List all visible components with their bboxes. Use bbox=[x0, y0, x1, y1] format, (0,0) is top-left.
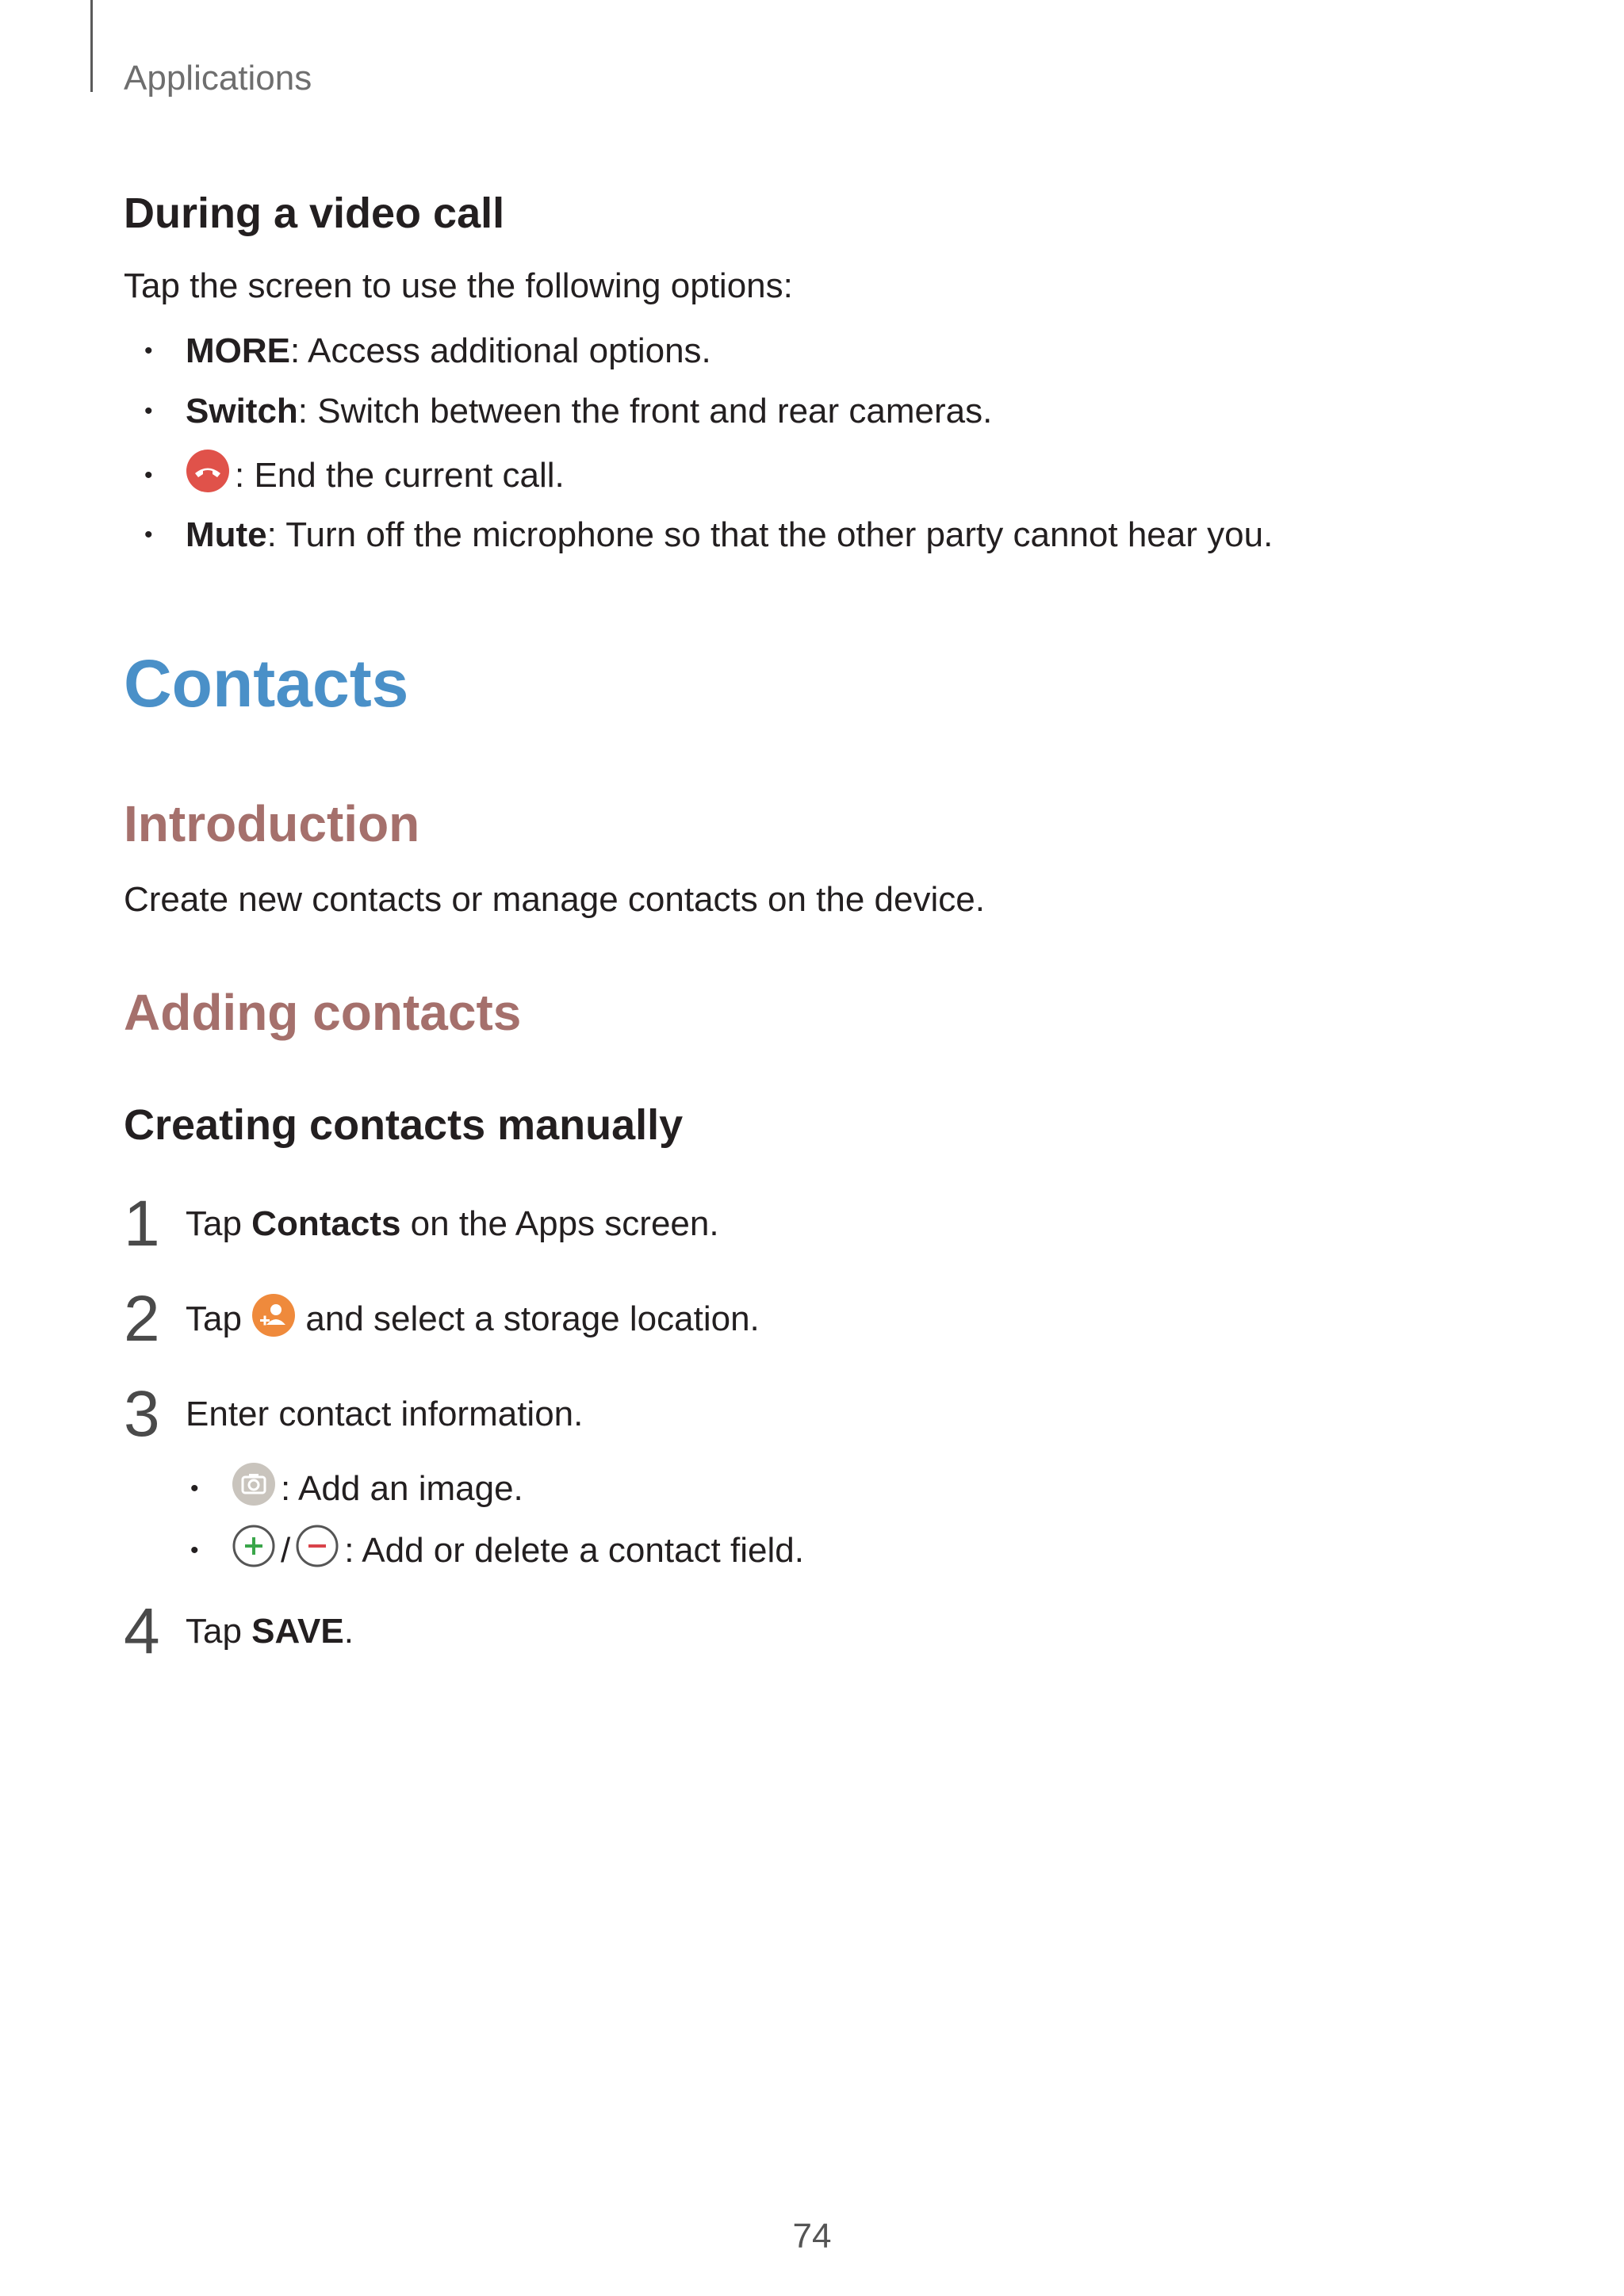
step-number: 3 bbox=[124, 1378, 160, 1450]
step-number: 1 bbox=[124, 1188, 160, 1260]
bullet-dot: • bbox=[144, 338, 153, 364]
sub-bullet-add-image-text: : Add an image. bbox=[281, 1468, 523, 1508]
step-3 bbox=[124, 1378, 584, 1450]
step-number: 2 bbox=[124, 1283, 160, 1355]
step-text-bold: SAVE bbox=[251, 1612, 344, 1651]
bullet-more-text: : Access additional options. bbox=[290, 331, 711, 370]
step-text-post: and select a storage location. bbox=[296, 1299, 760, 1338]
camera-icon bbox=[232, 1462, 276, 1515]
add-contact-icon bbox=[251, 1293, 296, 1346]
step-text bbox=[186, 1293, 760, 1346]
adding-contacts-heading: Adding contacts bbox=[124, 984, 522, 1041]
creating-manually-heading: Creating contacts manually bbox=[124, 1101, 684, 1149]
delete-field-icon bbox=[295, 1524, 339, 1577]
introduction-heading: Introduction bbox=[124, 795, 420, 852]
step-text-post: . bbox=[343, 1612, 354, 1651]
bullet-dot: • bbox=[190, 1536, 199, 1563]
bullet-mute-label: Mute bbox=[186, 515, 267, 554]
step-text-pre: Tap bbox=[186, 1204, 252, 1243]
video-call-intro: Tap the screen to use the following options: bbox=[124, 266, 793, 305]
step-text-bold: Contacts bbox=[251, 1204, 401, 1243]
bullet-dot: • bbox=[190, 1475, 199, 1502]
step-text bbox=[186, 1204, 719, 1244]
video-call-heading: During a video call bbox=[124, 189, 505, 237]
bullet-end-call bbox=[144, 449, 565, 502]
sub-bullet-add-image bbox=[190, 1462, 523, 1515]
step-text-pre: Tap bbox=[186, 1299, 252, 1338]
page-number: 74 bbox=[792, 2217, 832, 2256]
chapter-title: Contacts bbox=[124, 646, 409, 721]
running-head: Applications bbox=[124, 59, 312, 98]
sub-bullet-add-delete-field bbox=[190, 1524, 804, 1577]
bullet-mute bbox=[144, 515, 1273, 555]
introduction-text: Create new contacts or manage contacts on the device. bbox=[124, 880, 985, 919]
header-rule bbox=[90, 0, 93, 92]
step-number: 4 bbox=[124, 1595, 160, 1667]
sub-bullet-add-delete-text: : Add or delete a contact field. bbox=[344, 1530, 804, 1570]
step-text-post: on the Apps screen. bbox=[400, 1204, 719, 1243]
bullet-switch-text: : Switch between the front and rear cameras. bbox=[297, 392, 993, 430]
bullet-switch-label: Switch bbox=[186, 392, 298, 430]
step-text bbox=[186, 1612, 354, 1651]
bullet-mute-text: : Turn off the microphone so that the other party cannot hear you. bbox=[266, 515, 1274, 554]
bullet-more-label: MORE bbox=[186, 331, 290, 370]
bullet-end-call-text: : End the current call. bbox=[235, 455, 565, 495]
step-1 bbox=[124, 1188, 719, 1260]
icon-separator: / bbox=[281, 1530, 291, 1570]
end-call-icon bbox=[186, 449, 230, 502]
bullet-switch bbox=[144, 392, 992, 431]
bullet-dot: • bbox=[144, 522, 153, 548]
add-field-icon bbox=[232, 1524, 276, 1577]
bullet-dot: • bbox=[144, 398, 153, 424]
step-2 bbox=[124, 1283, 760, 1355]
bullet-more bbox=[144, 331, 711, 371]
bullet-dot: • bbox=[144, 461, 153, 488]
step-4 bbox=[124, 1595, 354, 1667]
step-text: Enter contact information. bbox=[186, 1395, 584, 1433]
step-text-pre: Tap bbox=[186, 1612, 252, 1651]
